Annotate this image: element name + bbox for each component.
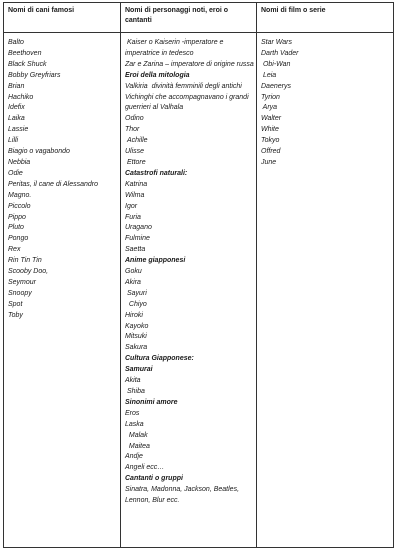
list-item: Brian <box>8 82 25 90</box>
list-item: Rin Tin Tin <box>8 257 42 265</box>
list-item: Idefix <box>8 104 25 112</box>
list-item: Shiba <box>125 388 145 395</box>
list-item: Walter <box>261 115 282 123</box>
list-heading: Anime giapponesi <box>125 257 186 265</box>
list-item: Akira <box>125 278 141 286</box>
list-item: Fulmine <box>125 235 150 243</box>
list-item: Lilli <box>8 137 19 145</box>
list-item: Valkiria divinità femminili degli antichi Vichinghi che accompagnavano i grandi guerrieri al Valhala <box>125 82 251 112</box>
films-series-list <box>261 38 393 169</box>
list-item: Balto <box>8 39 24 46</box>
list-item: Odie <box>8 169 23 177</box>
list-item: Chiyo <box>125 300 147 308</box>
names-table <box>3 2 394 548</box>
header-films-series: Nomi di film o serie <box>257 3 394 33</box>
list-item: Toby <box>8 311 23 319</box>
list-item: Odino <box>125 115 144 123</box>
header-row <box>4 3 394 33</box>
list-item: Offred <box>261 148 281 156</box>
list-item: Spot <box>8 300 23 308</box>
list-item: Igor <box>125 202 138 210</box>
list-item: Eros <box>125 409 140 417</box>
list-item: Laska <box>125 420 144 428</box>
list-item: Ulisse <box>125 148 145 156</box>
list-item: Seymour <box>8 278 37 286</box>
content-row <box>4 33 394 548</box>
header-famous-dogs: Nomi di cani famosi <box>4 3 121 33</box>
famous-dogs-list <box>8 38 120 322</box>
list-item: Snoopy <box>8 289 32 297</box>
list-item: Tokyo <box>261 137 280 145</box>
list-item: Saetta <box>125 246 146 254</box>
list-item: Tyrion <box>261 93 280 101</box>
list-item: White <box>261 126 279 134</box>
list-item: Darth Vader <box>261 49 299 57</box>
cell-famous-dogs <box>4 33 121 548</box>
list-item: Nebbia <box>8 158 31 166</box>
list-item: Scooby Doo, <box>8 268 49 276</box>
list-item: Zar e Zarina – imperatore di origine russa <box>125 60 254 68</box>
list-item: Rex <box>8 246 21 254</box>
list-item: Achille <box>125 137 148 145</box>
list-item: Andje <box>125 453 143 461</box>
list-item: Uragano <box>125 224 152 232</box>
list-item: Akita <box>125 377 141 385</box>
list-item: Peritas, il cane di Alessandro Magno. <box>8 180 100 199</box>
list-item: Maitea <box>125 442 150 450</box>
list-item: Wilma <box>125 191 145 199</box>
list-heading: Cultura Giapponese: <box>125 355 194 363</box>
list-item: Lassie <box>8 126 29 134</box>
list-item: Pongo <box>8 235 29 243</box>
list-item: Obi-Wan <box>261 60 291 68</box>
list-item: Leia <box>261 71 277 79</box>
list-item: Hiroki <box>125 311 143 319</box>
list-item: Pluto <box>8 224 24 232</box>
list-item: Angeli ecc… <box>125 464 165 472</box>
list-item: Black Shuck <box>8 60 47 68</box>
list-item: Mitsuki <box>125 333 147 341</box>
list-item: Sinatra, Madonna, Jackson, Beatles, Lennon, Blur ecc. <box>125 486 241 505</box>
list-item: Goku <box>125 268 142 276</box>
list-item: Ettore <box>125 158 146 166</box>
list-item: Bobby Greyfriars <box>8 71 61 79</box>
list-heading: Sinonimi amore <box>125 398 178 406</box>
list-heading: Catastrofi naturali: <box>125 169 188 177</box>
list-item: Piccolo <box>8 202 31 210</box>
list-heading: Samurai <box>125 366 153 374</box>
header-famous-characters: Nomi di personaggi noti, eroi o cantanti <box>121 3 257 33</box>
list-item: Malak <box>125 431 148 439</box>
list-item: Hachiko <box>8 93 34 101</box>
list-item: Daenerys <box>261 82 291 90</box>
list-item: June <box>261 158 277 166</box>
list-item: Star Wars <box>261 39 292 46</box>
list-item: Beethoven <box>8 49 42 57</box>
famous-characters-list <box>125 38 256 507</box>
list-item: Arya <box>261 104 278 112</box>
cell-famous-characters <box>121 33 257 548</box>
cell-films-series <box>257 33 394 548</box>
list-item: Pippo <box>8 213 26 221</box>
list-item: Laika <box>8 115 25 123</box>
list-item: Sakura <box>125 344 148 352</box>
list-item: Furia <box>125 213 141 221</box>
list-heading: Cantanti o gruppi <box>125 475 183 483</box>
list-heading: Eroi della mitologia <box>125 71 190 79</box>
list-item: Thor <box>125 126 140 134</box>
list-item: Biagio o vagabondo <box>8 148 70 156</box>
list-item: Katrina <box>125 180 148 188</box>
list-item: Kayoko <box>125 322 149 330</box>
list-item: Sayuri <box>125 289 147 297</box>
list-item: Kaiser o Kaiserin -imperatore e imperatrice in tedesco <box>125 39 226 57</box>
